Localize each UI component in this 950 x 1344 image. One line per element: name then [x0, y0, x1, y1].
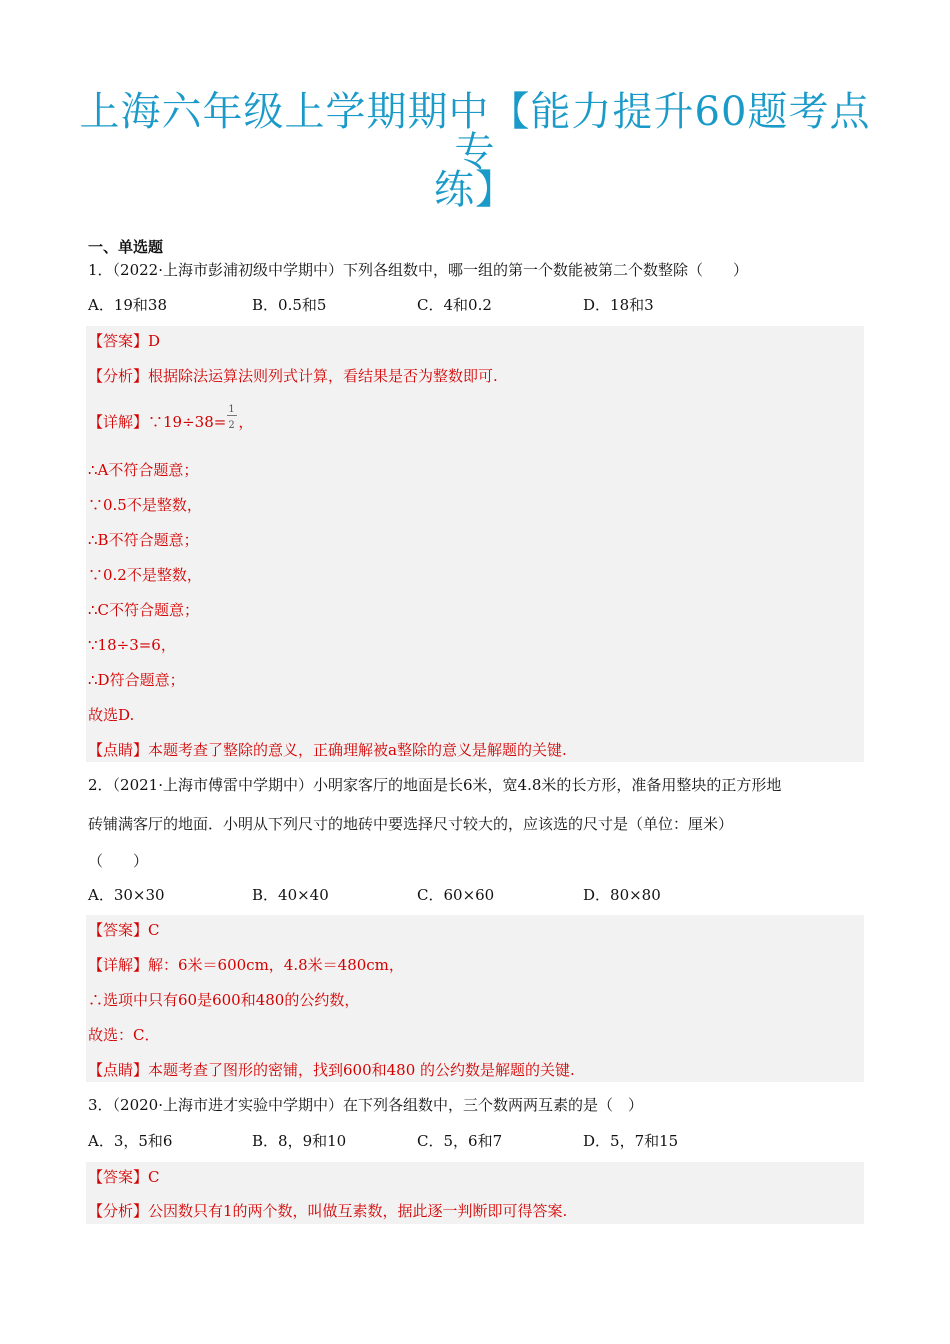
solution-step: ∵0.2不是整数， [88, 566, 202, 584]
detail-prefix: 【详解】∵19÷38= [88, 413, 227, 431]
question-2-stem-line-1: 2．（2021·上海市傅雷中学期中）小明家客厅的地面是长6米，宽4.8米的长方形，准备用整块的正方形地 [88, 776, 782, 794]
option-c: C．5，6和7 [417, 1132, 503, 1150]
comment-line: 【点睛】本题考查了整除的意义，正确理解被a整除的意义是解题的关键. [88, 741, 567, 759]
solution-step: ∴B不符合题意； [88, 531, 199, 549]
option-a: A．30×30 [88, 886, 165, 904]
question-3-solution-box [86, 1162, 864, 1224]
page-title-line-1: 上海六年级上学期期中【能力提升60题考点专 [79, 89, 871, 175]
question-3-stem: 3．（2020·上海市进才实验中学期中）在下列各组数中，三个数两两互素的是（ ） [88, 1096, 643, 1114]
answer-line: 【答案】C [88, 1168, 160, 1186]
option-b: B．40×40 [252, 886, 329, 904]
page-title-line-2: 练】 [434, 167, 516, 213]
option-a: A．19和38 [88, 296, 168, 314]
analysis-line: 【分析】根据除法运算法则列式计算，看结果是否为整数即可. [88, 367, 498, 385]
question-1-solution-box [86, 326, 864, 762]
comment-line: 【点睛】本题考查了图形的密铺，找到600和480 的公约数是解题的关键. [88, 1061, 575, 1079]
fraction-denominator: 2 [228, 420, 235, 431]
fraction-numerator: 1 [228, 404, 235, 415]
option-b: B．8，9和10 [252, 1132, 347, 1150]
option-d: D．18和3 [583, 296, 654, 314]
option-c: C．4和0.2 [417, 296, 492, 314]
section-heading: 一、单选题 [88, 238, 164, 256]
question-3-options [88, 1131, 868, 1151]
question-1-stem: 1．（2022·上海市彭浦初级中学期中）下列各组数中，哪一组的第一个数能被第二个数整除（ ） [88, 261, 748, 279]
detail-suffix: ， [238, 413, 254, 431]
question-1-options [88, 295, 868, 315]
option-c: C．60×60 [417, 886, 495, 904]
solution-step: ∴A不符合题意； [88, 461, 199, 479]
answer-line: 【答案】C [88, 921, 160, 939]
option-d: D．80×80 [583, 886, 661, 904]
solution-step: ∵0.5不是整数， [88, 496, 202, 514]
question-2-options [88, 885, 868, 905]
question-2-stem-line-3: （ ） [88, 852, 149, 870]
option-d: D．5，7和15 [583, 1132, 679, 1150]
answer-line: 【答案】D [88, 332, 161, 350]
solution-step: ∴D符合题意； [88, 671, 185, 689]
option-a: A．3，5和6 [88, 1132, 173, 1150]
solution-conclusion: 故选：C． [88, 1026, 160, 1044]
detail-line: 【详解】解：6米＝600cm，4.8米＝480cm， [88, 956, 404, 974]
analysis-line: 【分析】公因数只有1的两个数，叫做互素数，据此逐一判断即可得答案. [88, 1202, 568, 1220]
solution-conclusion: 故选D. [88, 706, 135, 724]
question-2-solution-box [86, 915, 864, 1082]
option-b: B．0.5和5 [252, 296, 327, 314]
solution-step: ∴C不符合题意； [88, 601, 200, 619]
solution-step: ∵18÷3=6， [88, 636, 176, 654]
solution-step: ∴选项中只有60是600和480的公约数， [88, 991, 360, 1009]
fraction [226, 404, 238, 431]
question-2-stem-line-2: 砖铺满客厅的地面．小明从下列尺寸的地砖中要选择尺寸较大的，应该选的尺寸是（单位：厘米） [88, 815, 734, 833]
detail-line [88, 404, 254, 432]
